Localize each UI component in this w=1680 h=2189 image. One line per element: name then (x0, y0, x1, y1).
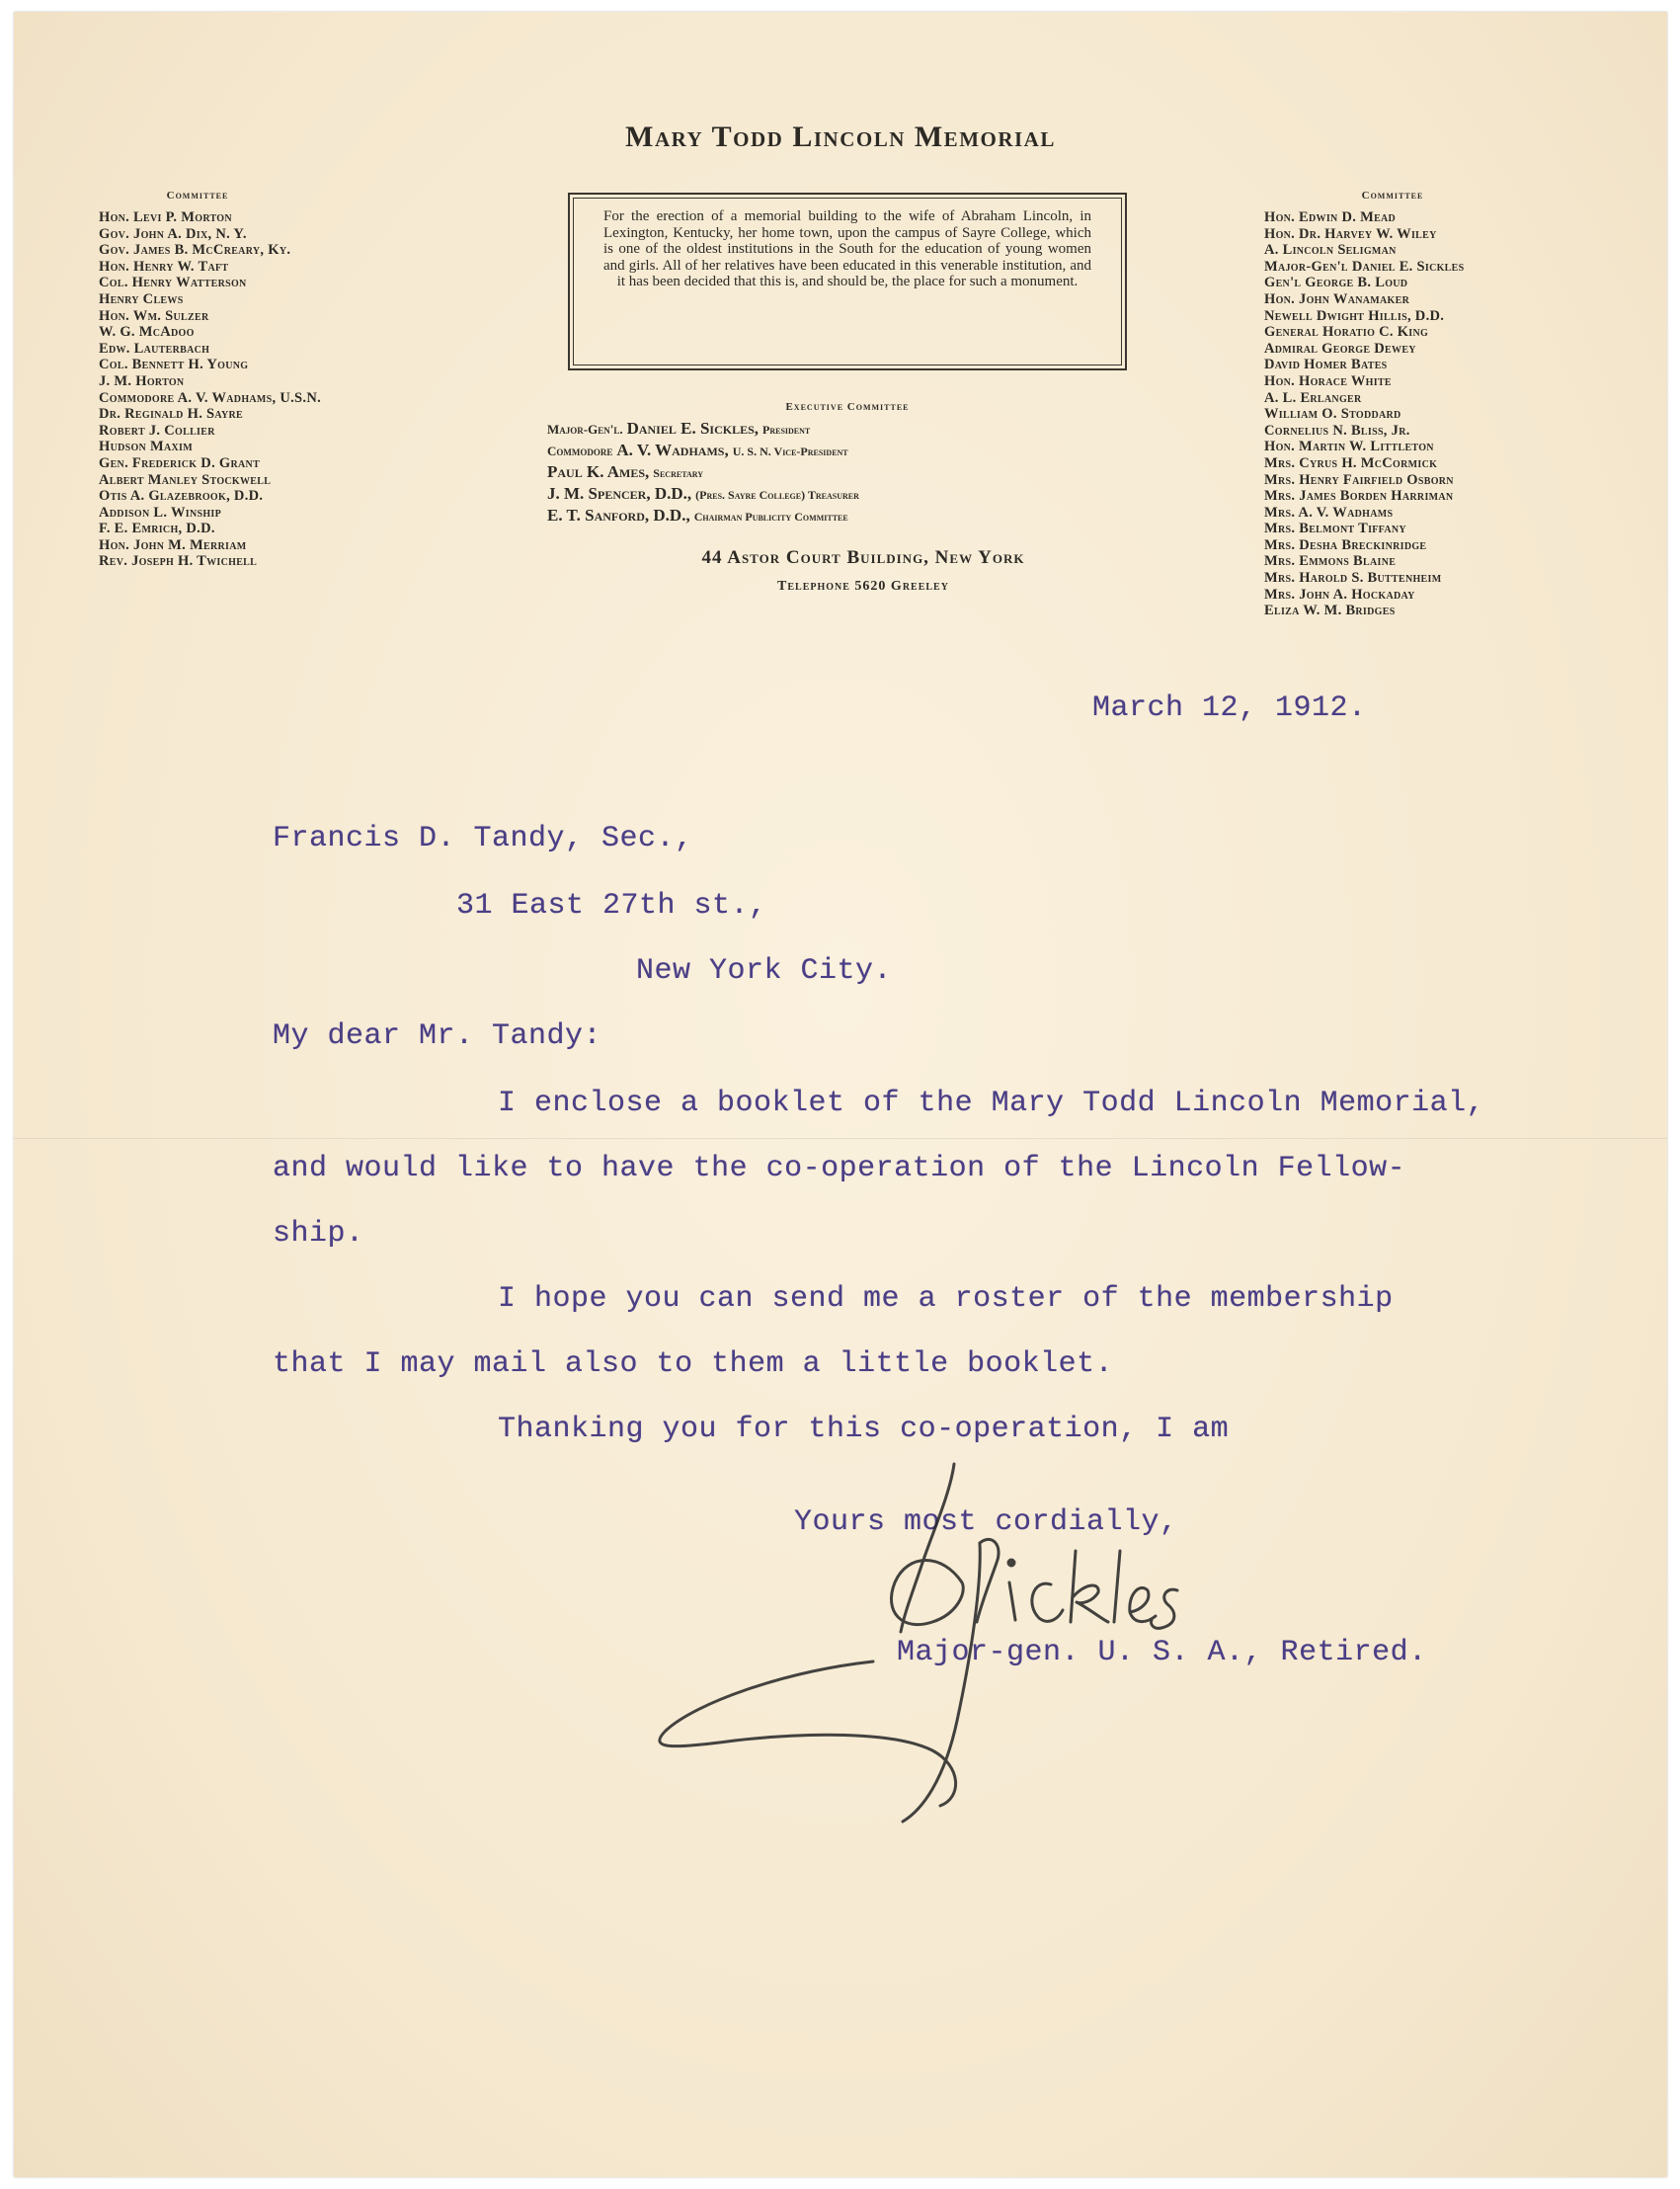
recipient-line-1: Francis D. Tandy, Sec., (273, 822, 693, 855)
letterhead-title: Mary Todd Lincoln Memorial (625, 121, 1056, 153)
purpose-box (568, 193, 1127, 370)
committee-heading-left: Committee (166, 190, 229, 202)
paper-fold (14, 1138, 1667, 1140)
committee-list-left (99, 209, 474, 570)
committee-heading-right: Committee (1361, 190, 1424, 202)
committee-member: Hon. Henry W. Taft (99, 258, 229, 275)
signature-text: D. Sickles (1041, 1446, 1046, 1447)
committee-member: Hon. Levi P. Morton (99, 209, 232, 225)
committee-member: Hon. Horace White (1264, 372, 1392, 389)
committee-member: Henry Clews (99, 290, 184, 307)
committee-member: Cornelius N. Bliss, Jr. (1264, 422, 1410, 439)
executive-name: J. M. Spencer, D.D., (547, 484, 692, 503)
committee-list-right (1264, 209, 1659, 619)
committee-member: William O. Stoddard (1264, 406, 1401, 423)
letterhead-address: 44 Astor Court Building, New York (701, 547, 1025, 568)
committee-member: Hon. Martin W. Littleton (1264, 439, 1434, 455)
committee-member: Hon. John Wanamaker (1264, 290, 1410, 307)
committee-member: Hon. Dr. Harvey W. Wiley (1264, 225, 1437, 242)
committee-member: Edw. Lauterbach (99, 340, 210, 357)
committee-member: F. E. Emrich, D.D. (99, 521, 215, 537)
committee-member: Mrs. A. V. Wadhams (1264, 504, 1394, 521)
committee-member: A. L. Erlanger (1264, 389, 1362, 406)
salutation: My dear Mr. Tandy: (273, 1019, 602, 1053)
committee-member: Addison L. Winship (99, 504, 222, 521)
letter-date: March 12, 1912. (1092, 691, 1367, 725)
committee-member: General Horatio C. King (1264, 324, 1429, 341)
committee-member: W. G. McAdoo (99, 324, 195, 341)
committee-member: Admiral George Dewey (1264, 340, 1416, 357)
recipient-line-3: New York City. (636, 954, 893, 988)
committee-member: Col. Bennett H. Young (99, 357, 249, 373)
paragraph-1-line-2: and would like to have the co-operation of the Lincoln Fellow- (273, 1152, 1406, 1185)
executive-member (547, 462, 859, 484)
committee-member: Hon. Wm. Sulzer (99, 307, 209, 324)
committee-member: Rev. Joseph H. Twichell (99, 553, 258, 570)
committee-member: Mrs. Henry Fairfield Osborn (1264, 471, 1454, 488)
committee-member: Major-Gen'l Daniel E. Sickles (1264, 258, 1465, 275)
executive-title: Major-Gen'l. (547, 422, 623, 437)
executive-role: (Pres. Sayre College) Treasurer (695, 488, 859, 502)
executive-name: Paul K. Ames, (547, 462, 650, 481)
committee-member: A. Lincoln Seligman (1264, 242, 1397, 259)
executive-role: U. S. N. Vice-President (732, 445, 848, 458)
executive-committee-list (547, 419, 859, 527)
committee-member: Dr. Reginald H. Sayre (99, 406, 244, 423)
committee-member: Albert Manley Stockwell (99, 471, 272, 488)
letter-paper (14, 12, 1667, 2177)
closing: Yours most cordially, (794, 1505, 1178, 1539)
committee-member: Newell Dwight Hillis, D.D. (1264, 307, 1445, 324)
executive-name: Daniel E. Sickles, (626, 419, 760, 438)
executive-title: Commodore (547, 444, 613, 458)
committee-member: Mrs. John A. Hockaday (1264, 586, 1415, 603)
paragraph-1-line-3: ship. (273, 1217, 364, 1251)
executive-role: President (762, 423, 811, 437)
committee-member: Gov. James B. McCreary, Ky. (99, 242, 291, 259)
committee-member: Mrs. Belmont Tiffany (1264, 521, 1406, 537)
signer-title: Major-gen. U. S. A., Retired. (897, 1636, 1427, 1669)
executive-role: Chairman Publicity Committee (693, 510, 848, 524)
committee-member: Mrs. Desha Breckinridge (1264, 536, 1427, 553)
committee-member: Mrs. James Borden Harriman (1264, 488, 1454, 505)
executive-member (547, 484, 859, 506)
committee-member: Hudson Maxim (99, 439, 193, 455)
committee-member: Mrs. Harold S. Buttenheim (1264, 570, 1442, 587)
committee-member: David Homer Bates (1264, 357, 1388, 373)
committee-member: Gen. Frederick D. Grant (99, 454, 261, 471)
executive-role: Secretary (653, 466, 703, 480)
committee-member: Eliza W. M. Bridges (1264, 603, 1396, 619)
committee-member: Robert J. Collier (99, 422, 215, 439)
committee-member: Gov. John A. Dix, N. Y. (99, 225, 247, 242)
executive-member (547, 506, 859, 527)
committee-member: Otis A. Glazebrook, D.D. (99, 488, 264, 505)
executive-name: A. V. Wadhams, (616, 441, 729, 459)
executive-committee-heading: Executive Committee (785, 401, 910, 413)
executive-name: E. T. Sanford, D.D., (547, 506, 690, 525)
committee-member: Hon. Edwin D. Mead (1264, 209, 1397, 225)
purpose-text: For the erection of a memorial building to the wife of Abraham Lincoln, in Lexington, Kentucky, her home town, upon the campus of Sayre College, which is one of the oldest institutions in the South for the education of young women and girls. All of her relatives have been educated in this venerable institution, and it has been decided that this is, and should be, the place for such a monument. (573, 198, 1122, 365)
letterhead-telephone: Telephone 5620 Greeley (777, 579, 949, 594)
recipient-line-2: 31 East 27th st., (456, 889, 767, 923)
paragraph-2-line-1: I hope you can send me a roster of the membership (498, 1282, 1394, 1316)
committee-member: Col. Henry Watterson (99, 275, 247, 291)
committee-member: Mrs. Emmons Blaine (1264, 553, 1397, 570)
paragraph-1-line-1: I enclose a booklet of the Mary Todd Lincoln Memorial, (498, 1087, 1485, 1120)
executive-member (547, 419, 859, 441)
committee-member: J. M. Horton (99, 372, 185, 389)
committee-member: Gen'l George B. Loud (1264, 275, 1408, 291)
committee-member: Hon. John M. Merriam (99, 536, 247, 553)
executive-member (547, 441, 859, 462)
committee-member: Commodore A. V. Wadhams, U.S.N. (99, 389, 322, 406)
paragraph-2-line-2: that I may mail also to them a little booklet. (273, 1347, 1114, 1381)
paragraph-3-line-1: Thanking you for this co-operation, I am (498, 1413, 1230, 1446)
committee-member: Mrs. Cyrus H. McCormick (1264, 454, 1438, 471)
